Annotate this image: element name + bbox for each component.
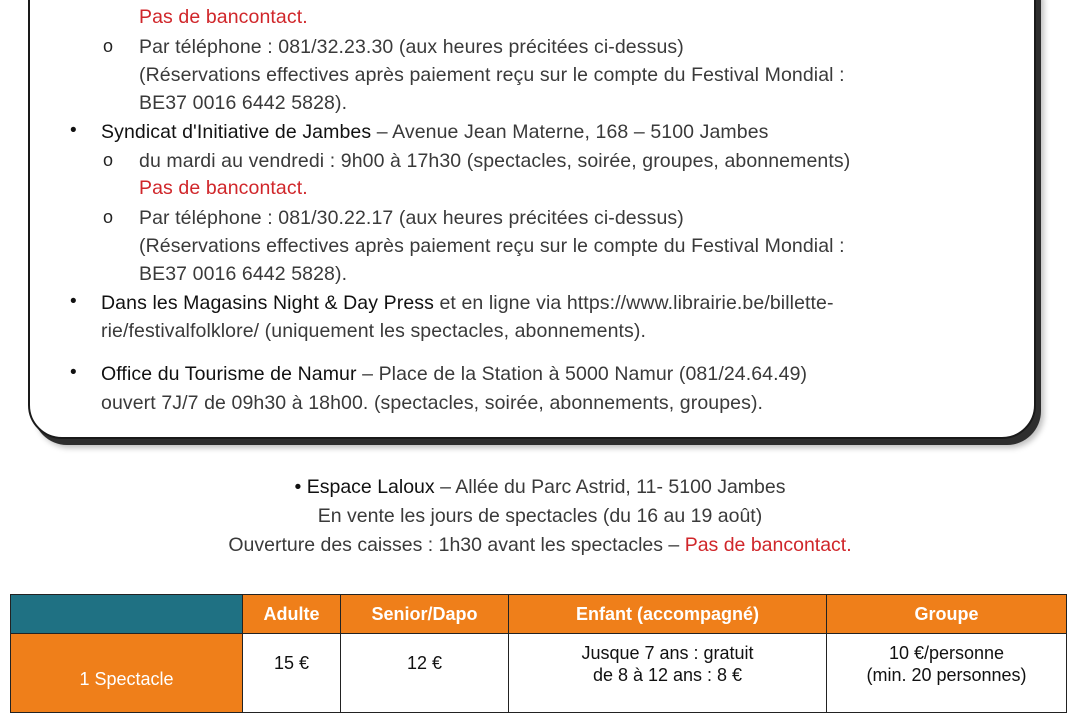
phone-2-iban: BE37 0016 6442 5828). [139,263,348,285]
price-groupe-line-1: 10 €/personne [888,643,1005,663]
phone-1-iban: BE37 0016 6442 5828). [139,92,348,114]
syndicat-no-bancontact: Pas de bancontact. [139,177,308,199]
bullet-icon: • [294,476,307,498]
office-name: Office du Tourisme de Namur [101,363,357,385]
bullet-icon: • [70,362,77,383]
price-enfant-line-2: de 8 à 12 ans : 8 € [592,665,743,685]
header-empty [11,595,243,634]
laloux-address: – Allée du Parc Astrid, 11- 5100 Jambes [434,476,786,498]
office-address: – Place de la Station à 5000 Namur (081/24.64.49) [356,363,808,385]
table-row [11,634,1067,713]
syndicat-address: – Avenue Jean Materne, 168 – 5100 Jambes [371,121,769,143]
price-groupe-line-2: (min. 20 personnes) [866,665,1027,685]
price-table [10,594,1067,713]
price-senior: 12 € [341,634,509,713]
laloux-name: Espace Laloux [306,476,435,498]
table-header-row [11,595,1067,634]
header-enfant: Enfant (accompagné) [509,595,827,634]
magasins-link[interactable]: et en ligne via https://www.librairie.be/billette- [433,292,834,314]
laloux-entry [0,474,1080,500]
syndicat-name: Syndicat d'Initiative de Jambes [101,121,372,143]
magasins-name: Dans les Magasins Night & Day Press [101,292,434,314]
phone-1: Par téléphone : 081/32.23.30 (aux heures précitées ci-dessus) [139,36,684,58]
bullet-icon: • [70,120,77,141]
laloux-sale-days: En vente les jours de spectacles (du 16 au 19 août) [317,505,763,527]
syndicat-hours: du mardi au vendredi : 9h00 à 17h30 (spectacles, soirée, groupes, abonnements) [139,150,851,172]
price-groupe [827,634,1067,713]
magasins-line-2: rie/festivalfolklore/ (uniquement les spectacles, abonnements). [101,320,646,342]
magasins-entry [101,290,834,316]
price-adulte: 15 € [243,634,341,713]
syndicat-entry [101,119,769,145]
laloux-opening-text: Ouverture des caisses : 1h30 avant les spectacles – [228,534,685,556]
no-bancontact-top: Pas de bancontact. [139,6,308,28]
phone-2-note: (Réservations effectives après paiement reçu sur le compte du Festival Mondial : [139,235,845,257]
header-senior: Senior/Dapo [341,595,509,634]
sub-bullet-icon: o [103,150,114,170]
laloux-opening [0,532,1080,558]
phone-1-note: (Réservations effectives après paiement reçu sur le compte du Festival Mondial : [139,64,845,86]
header-adulte: Adulte [243,595,341,634]
laloux-no-bancontact: Pas de bancontact. [684,534,852,556]
header-groupe: Groupe [827,595,1067,634]
bullet-icon: • [70,291,77,312]
price-enfant [509,634,827,713]
office-hours: ouvert 7J/7 de 09h30 à 18h00. (spectacles, soirée, abonnements, groupes). [101,392,764,414]
office-entry [101,361,807,387]
price-enfant-line-1: Jusque 7 ans : gratuit [581,643,754,663]
sub-bullet-icon: o [103,36,114,56]
row-label-spectacle: 1 Spectacle [11,634,243,713]
phone-2: Par téléphone : 081/30.22.17 (aux heures précitées ci-dessus) [139,207,684,229]
sub-bullet-icon: o [103,207,114,227]
